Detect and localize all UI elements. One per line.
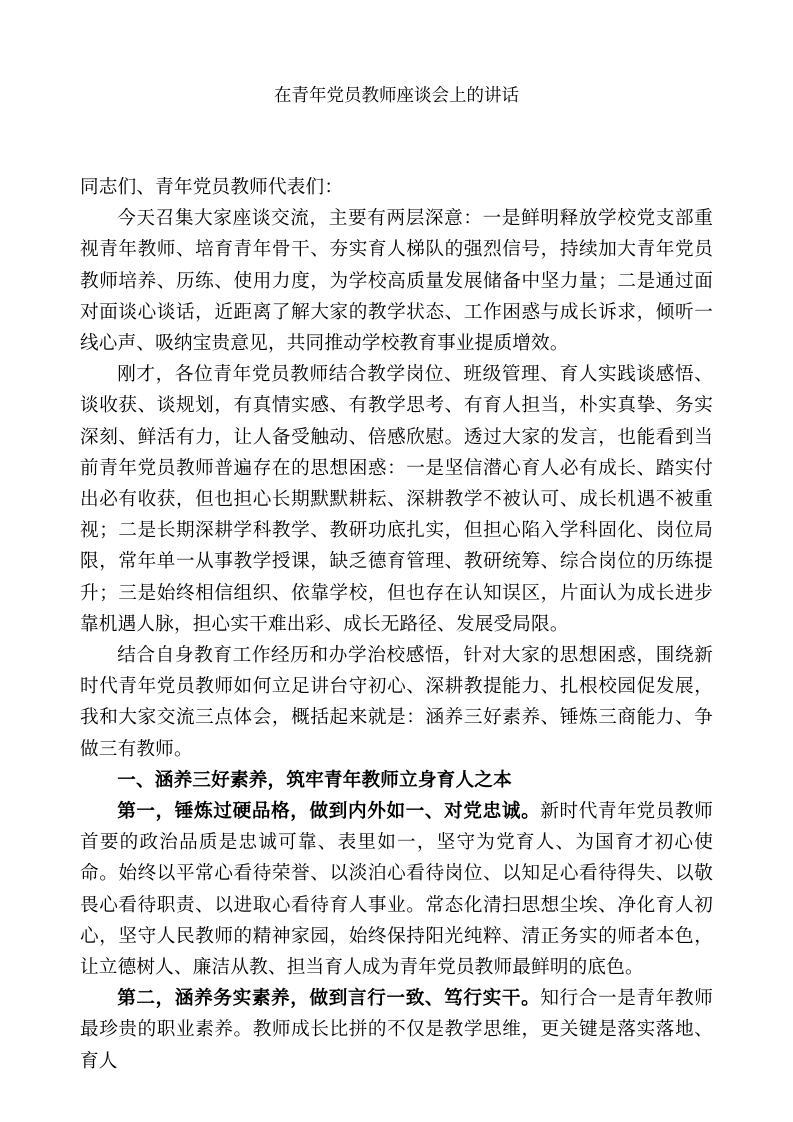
section-heading: 一、涵养三好素养，筑牢青年教师立身育人之本 bbox=[117, 769, 512, 791]
salutation: 同志们、青年党员教师代表们： bbox=[80, 177, 344, 198]
document-body bbox=[80, 172, 713, 1077]
subsection-text: 新时代青年党员教师首要的政治品质是忠诚可靠、表里如一，坚守为党育人、为国育才初心使命。始终以平常心看待荣誉、以淡泊心看待岗位、以知足心看待得失、以敬畏心看待职责、以进取心看待育人事业。常态化清扫思想尘埃、净化育人初心，坚守人民教师的精神家园，始终保持阳光纯粹、清正务实的师者本色，让立德树人、廉洁从教、担当育人成为青年党员教师最鲜明的底色。 bbox=[80, 801, 713, 979]
document-title: 在青年党员教师座谈会上的讲话 bbox=[274, 86, 519, 106]
subsection-lead: 第二，涵养务实素养，做到言行一致、笃行实干。 bbox=[117, 988, 541, 1010]
paragraph-intro: 今天召集大家座谈交流，主要有两层深意：一是鲜明释放学校党支部重视青年教师、培育青年骨干、夯实育人梯队的强烈信号，持续加大青年党员教师培养、历练、使用力度，为学校高质量发展储备中坚力量；二是通过面对面谈心谈话，近距离了解大家的教学状态、工作困惑与成长诉求，倾听一线心声、吸纳宝贵意见，共同推动学校教育事业提质增效。 bbox=[80, 208, 713, 355]
subsection-paragraph bbox=[80, 796, 713, 983]
subsection-lead: 第一，锤炼过硬品格，做到内外如一、对党忠诚。 bbox=[117, 801, 541, 823]
paragraph-feedback: 刚才，各位青年党员教师结合教学岗位、班级管理、育人实践谈感悟、谈收获、谈规划，有真情实感、有教学思考、有育人担当，朴实真挚、务实深刻、鲜活有力，让人备受触动、倍感欣慰。透过大家的发言，也能看到当前青年党员教师普遍存在的思想困惑：一是坚信潜心育人必有成长、踏实付出必有收获，但也担心长期默默耕耘、深耕教学不被认可、成长机遇不被重视；二是长期深耕学科教学、教研功底扎实，但担心陷入学科固化、岗位局限，常年单一从事教学授课，缺乏德育管理、教研统筹、综合岗位的历练提升；三是始终相信组织、依靠学校，但也存在认知误区，片面认为成长进步靠机遇人脉，担心实干难出彩、成长无路径、发展受局限。 bbox=[80, 364, 713, 635]
subsection-paragraph bbox=[80, 983, 713, 1077]
paragraph-summary: 结合自身教育工作经历和办学治校感悟，针对大家的思想困惑，围绕新时代青年党员教师如何立足讲台守初心、深耕教提能力、扎根校园促发展，我和大家交流三点体会，概括起来就是：涵养三好素养、锤炼三商能力、争做三有教师。 bbox=[80, 645, 713, 760]
subsection-text: 知行合一是青年教师最珍贵的职业素养。教师成长比拼的不仅是教学思维，更关键是落实落地、育人 bbox=[80, 988, 713, 1072]
